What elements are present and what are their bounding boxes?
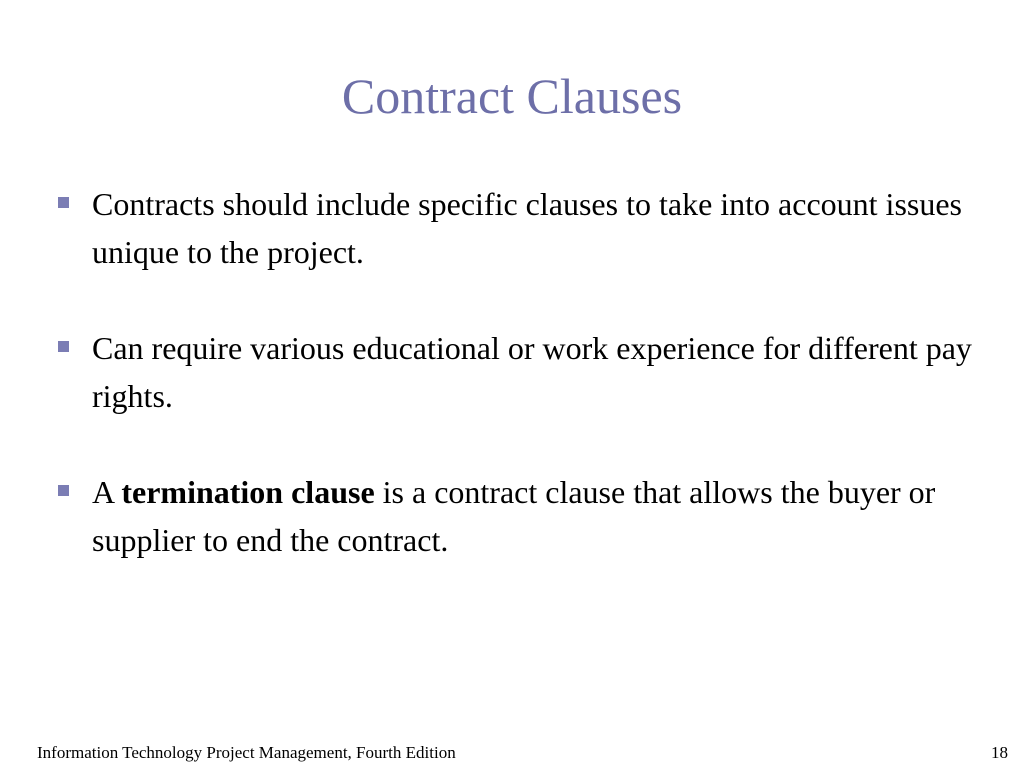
- bullet-text-prefix: A: [92, 474, 122, 510]
- slide-title: Contract Clauses: [341, 68, 683, 124]
- bullet-item: [56, 468, 986, 564]
- bullet-text: Can require various educational or work experience for different pay rights.: [92, 330, 972, 414]
- bullet-text: Contracts should include specific clauses to take into account issues unique to the project.: [92, 186, 962, 270]
- bullet-list: [56, 180, 986, 612]
- page-number: 18: [991, 743, 1008, 762]
- bullet-item: [56, 324, 986, 420]
- square-bullet-icon: [58, 341, 69, 352]
- bullet-text: [92, 474, 935, 558]
- term-termination-clause: termination clause: [121, 474, 375, 510]
- bullet-text-suffix: is a contract clause that allows the buyer or supplier to end the contract.: [92, 474, 936, 558]
- square-bullet-icon: [58, 485, 69, 496]
- footer-book-title: Information Technology Project Management, Fourth Edition: [37, 743, 456, 762]
- square-bullet-icon: [58, 197, 69, 208]
- bullet-item: [56, 180, 986, 276]
